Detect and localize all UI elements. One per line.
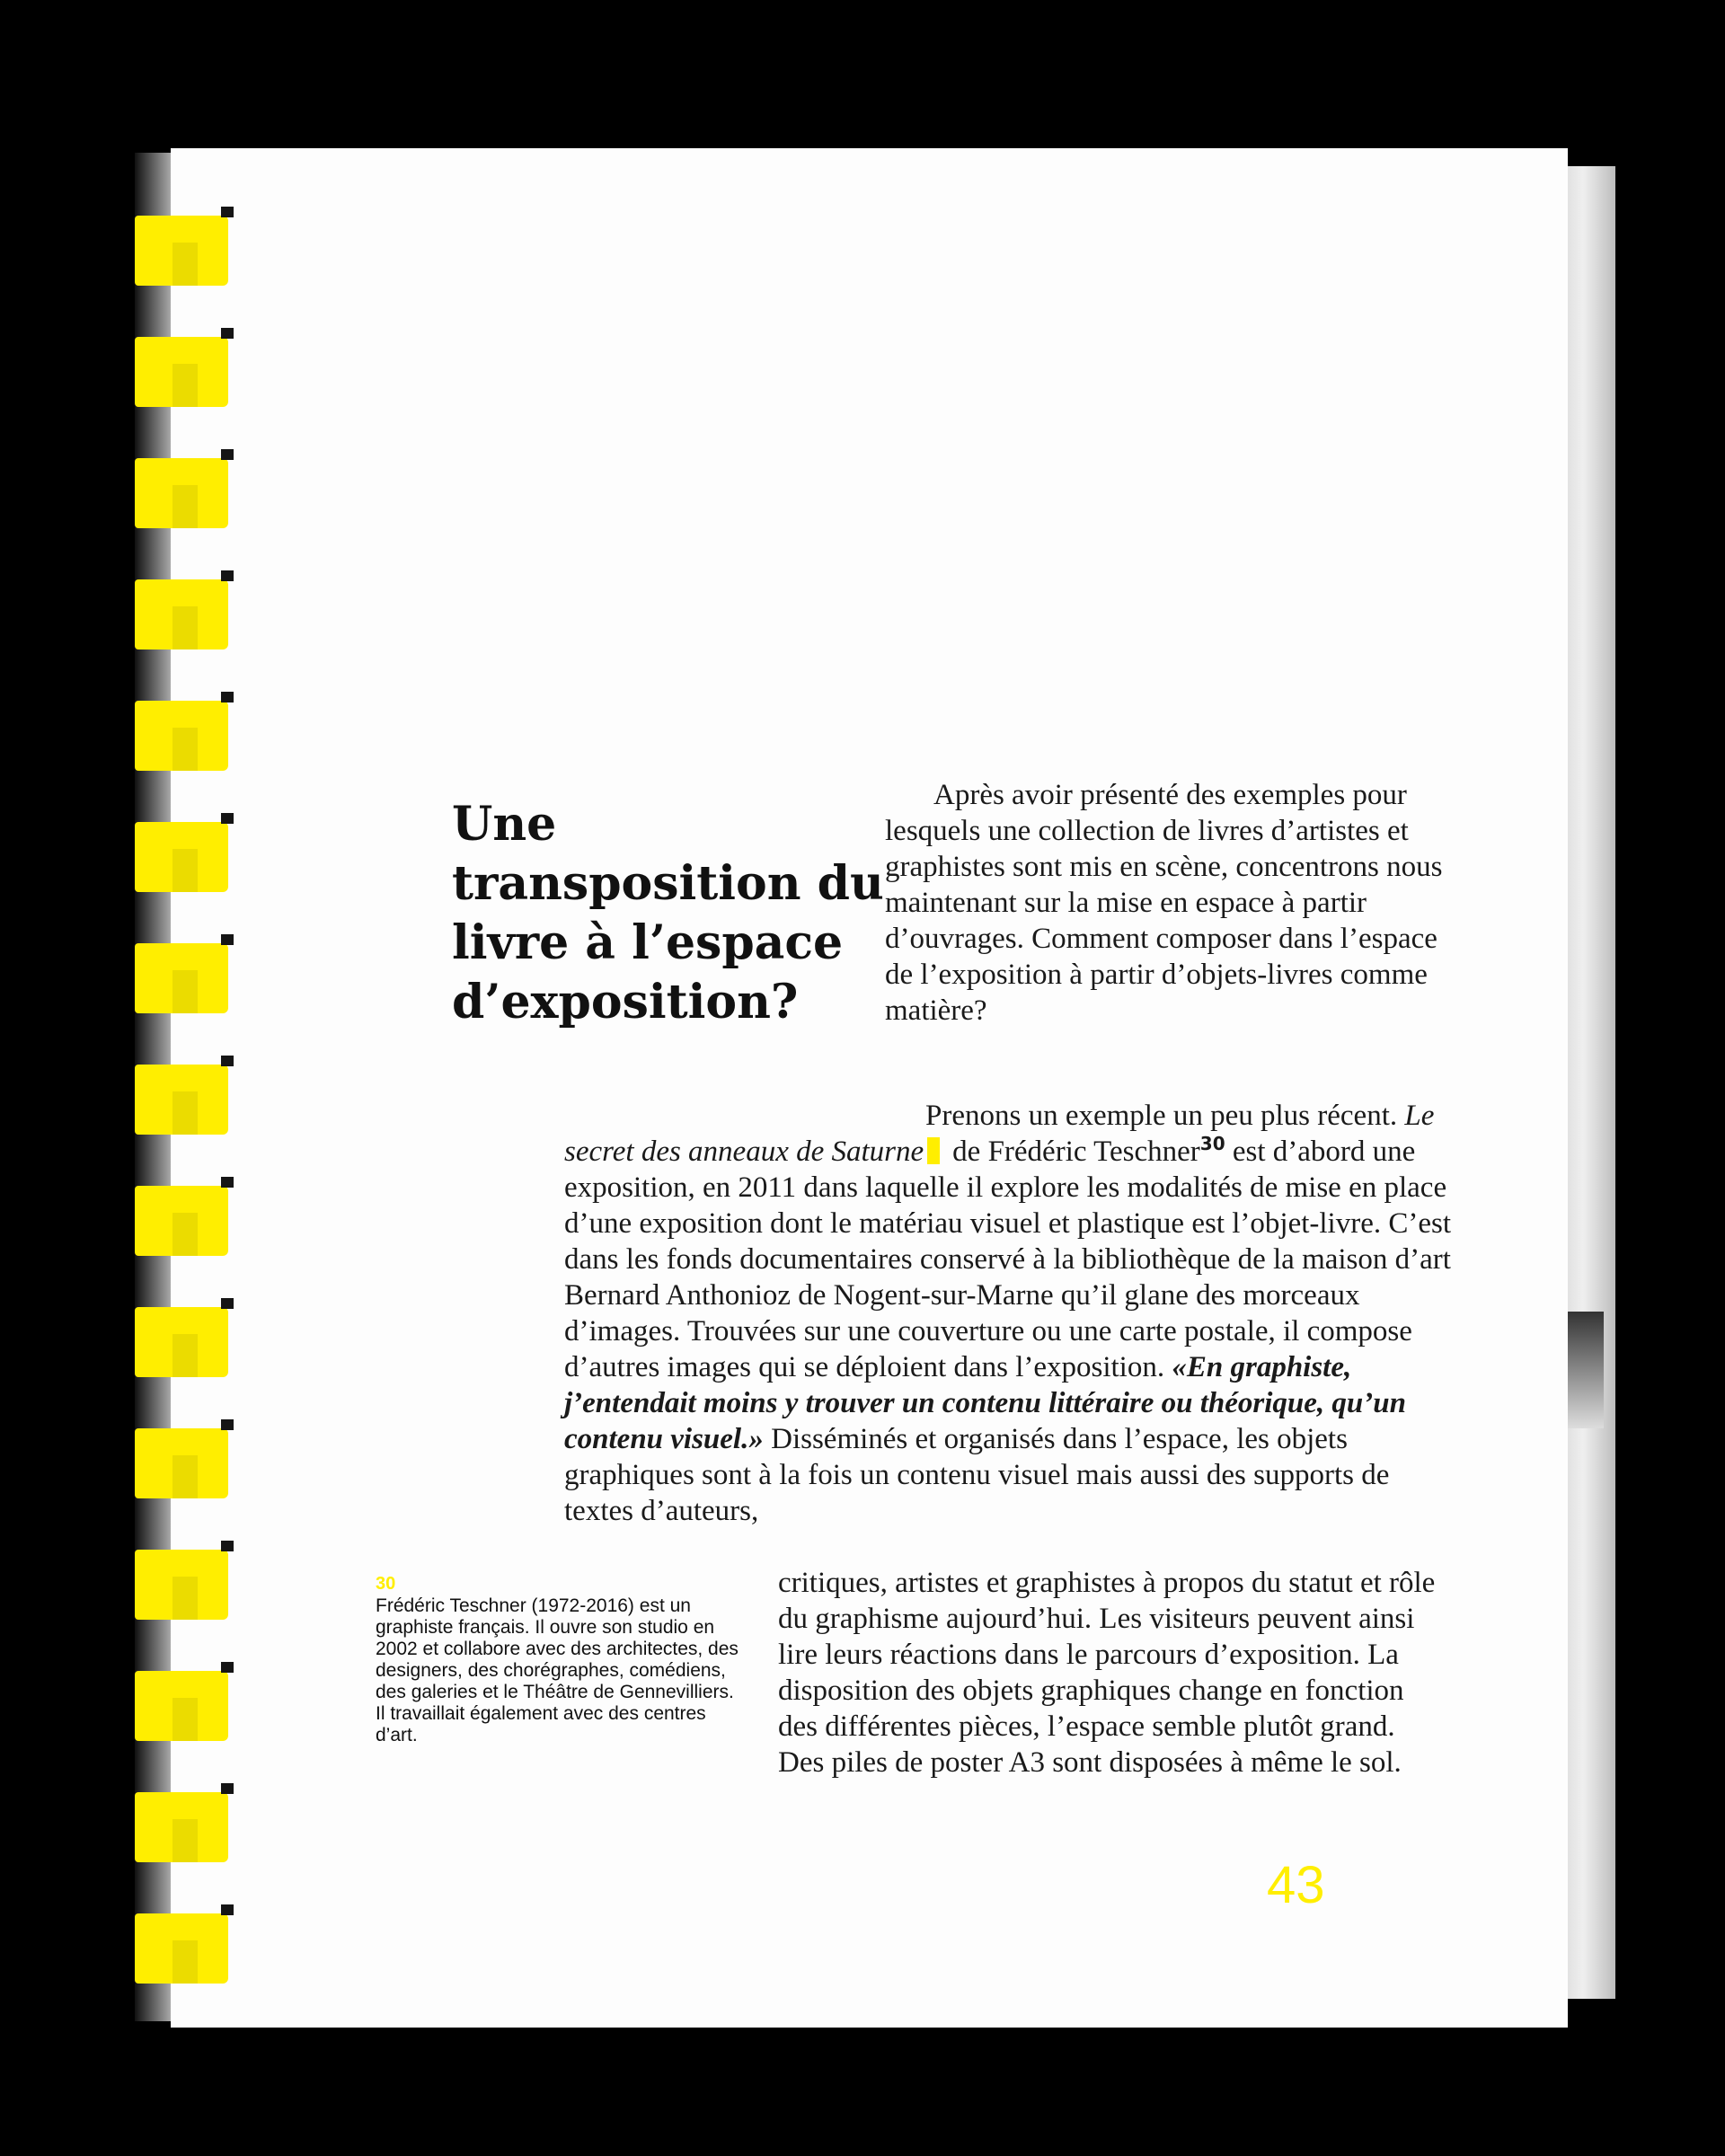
binding-ring	[135, 1186, 228, 1256]
paragraph-intro: Prenons un exemple un peu plus récent.	[925, 1100, 1405, 1132]
highlight-marker	[927, 1137, 940, 1164]
paragraph-body-2: Disséminés et organisés dans l’espace, les objets graphiques sont à la fois un contenu visuel mais aussi des supports de textes d’auteurs,	[564, 1423, 1390, 1527]
binding-ring	[135, 943, 228, 1013]
binding-ring	[135, 579, 228, 649]
binding-ring	[135, 1913, 228, 1984]
binding-ring	[135, 1792, 228, 1862]
binding-ring	[135, 1550, 228, 1620]
author-name: de Frédéric Teschner	[952, 1135, 1200, 1168]
footnote-number: 30	[376, 1574, 396, 1594]
binding-ring	[135, 458, 228, 528]
intro-paragraph: Après avoir présenté des exemples pour lesquels une collection de livres d’artistes et graphistes sont mis en scène, concentrons nous maintenant sur la mise en espace à partir d’ouvrages. Comment composer dans l’espace de l’exposition à partir d’objets-livres comme matière?	[885, 779, 1443, 1027]
binding-ring	[135, 216, 228, 286]
page-edge-shading	[1568, 1312, 1604, 1428]
binding-ring	[135, 701, 228, 771]
section-heading: Une transposition du livre à l’espace d’exposition?	[452, 797, 884, 1029]
binding-ring	[135, 822, 228, 892]
binding-ring	[135, 1671, 228, 1741]
footnote-text: Frédéric Teschner (1972-2016) est un graphiste français. Il ouvre son studio en 2002 et collabore avec des architectes, des designers, des chorégraphes, comédiens, des galeries et le Théâtre de Gennevilliers. Il travaillait également avec des centres d’art.	[376, 1595, 739, 1745]
body-paragraph-continued: critiques, artistes et graphistes à propos du statut et rôle du graphisme aujourd’hui. Les visiteurs peuvent ainsi lire leurs réactions dans le parcours d’exposition. La disposition des objets graphiques change en fonction des différentes pièces, l’espace semble plutôt grand. Des piles de poster A3 sont disposées à même le sol.	[778, 1567, 1436, 1779]
binding-ring	[135, 337, 228, 407]
body-paragraph	[564, 1098, 1463, 1529]
footnote-reference[interactable]: 30	[1199, 1133, 1225, 1154]
paragraph-body-1: est d’abord une exposition, en 2011 dans laquelle il explore les modalités de mise en place d’une exposition dont le matériau visuel et plastique est l’objet-livre. C’est dans les fonds documentaires conservé à la bibliothèque de la maison d’art Bernard Anthonioz de Nogent-sur-Marne qu’il glane des morceaux d’images. Trouvées sur une couverture ou une carte postale, il compose d’autres images qui se déploient dans l’exposition.	[564, 1135, 1452, 1383]
binding-ring	[135, 1065, 228, 1135]
binding-ring	[135, 1307, 228, 1377]
page-number: 43	[1267, 1856, 1325, 1914]
book-title: Le secret des anneaux de Saturne	[564, 1100, 1435, 1168]
quotation: «En graphiste, j’entendait moins y trouver un contenu littéraire ou théorique, qu’un contenu visuel.»	[564, 1351, 1406, 1455]
binding-ring	[135, 1428, 228, 1498]
page-stack-edge	[1561, 166, 1615, 1999]
